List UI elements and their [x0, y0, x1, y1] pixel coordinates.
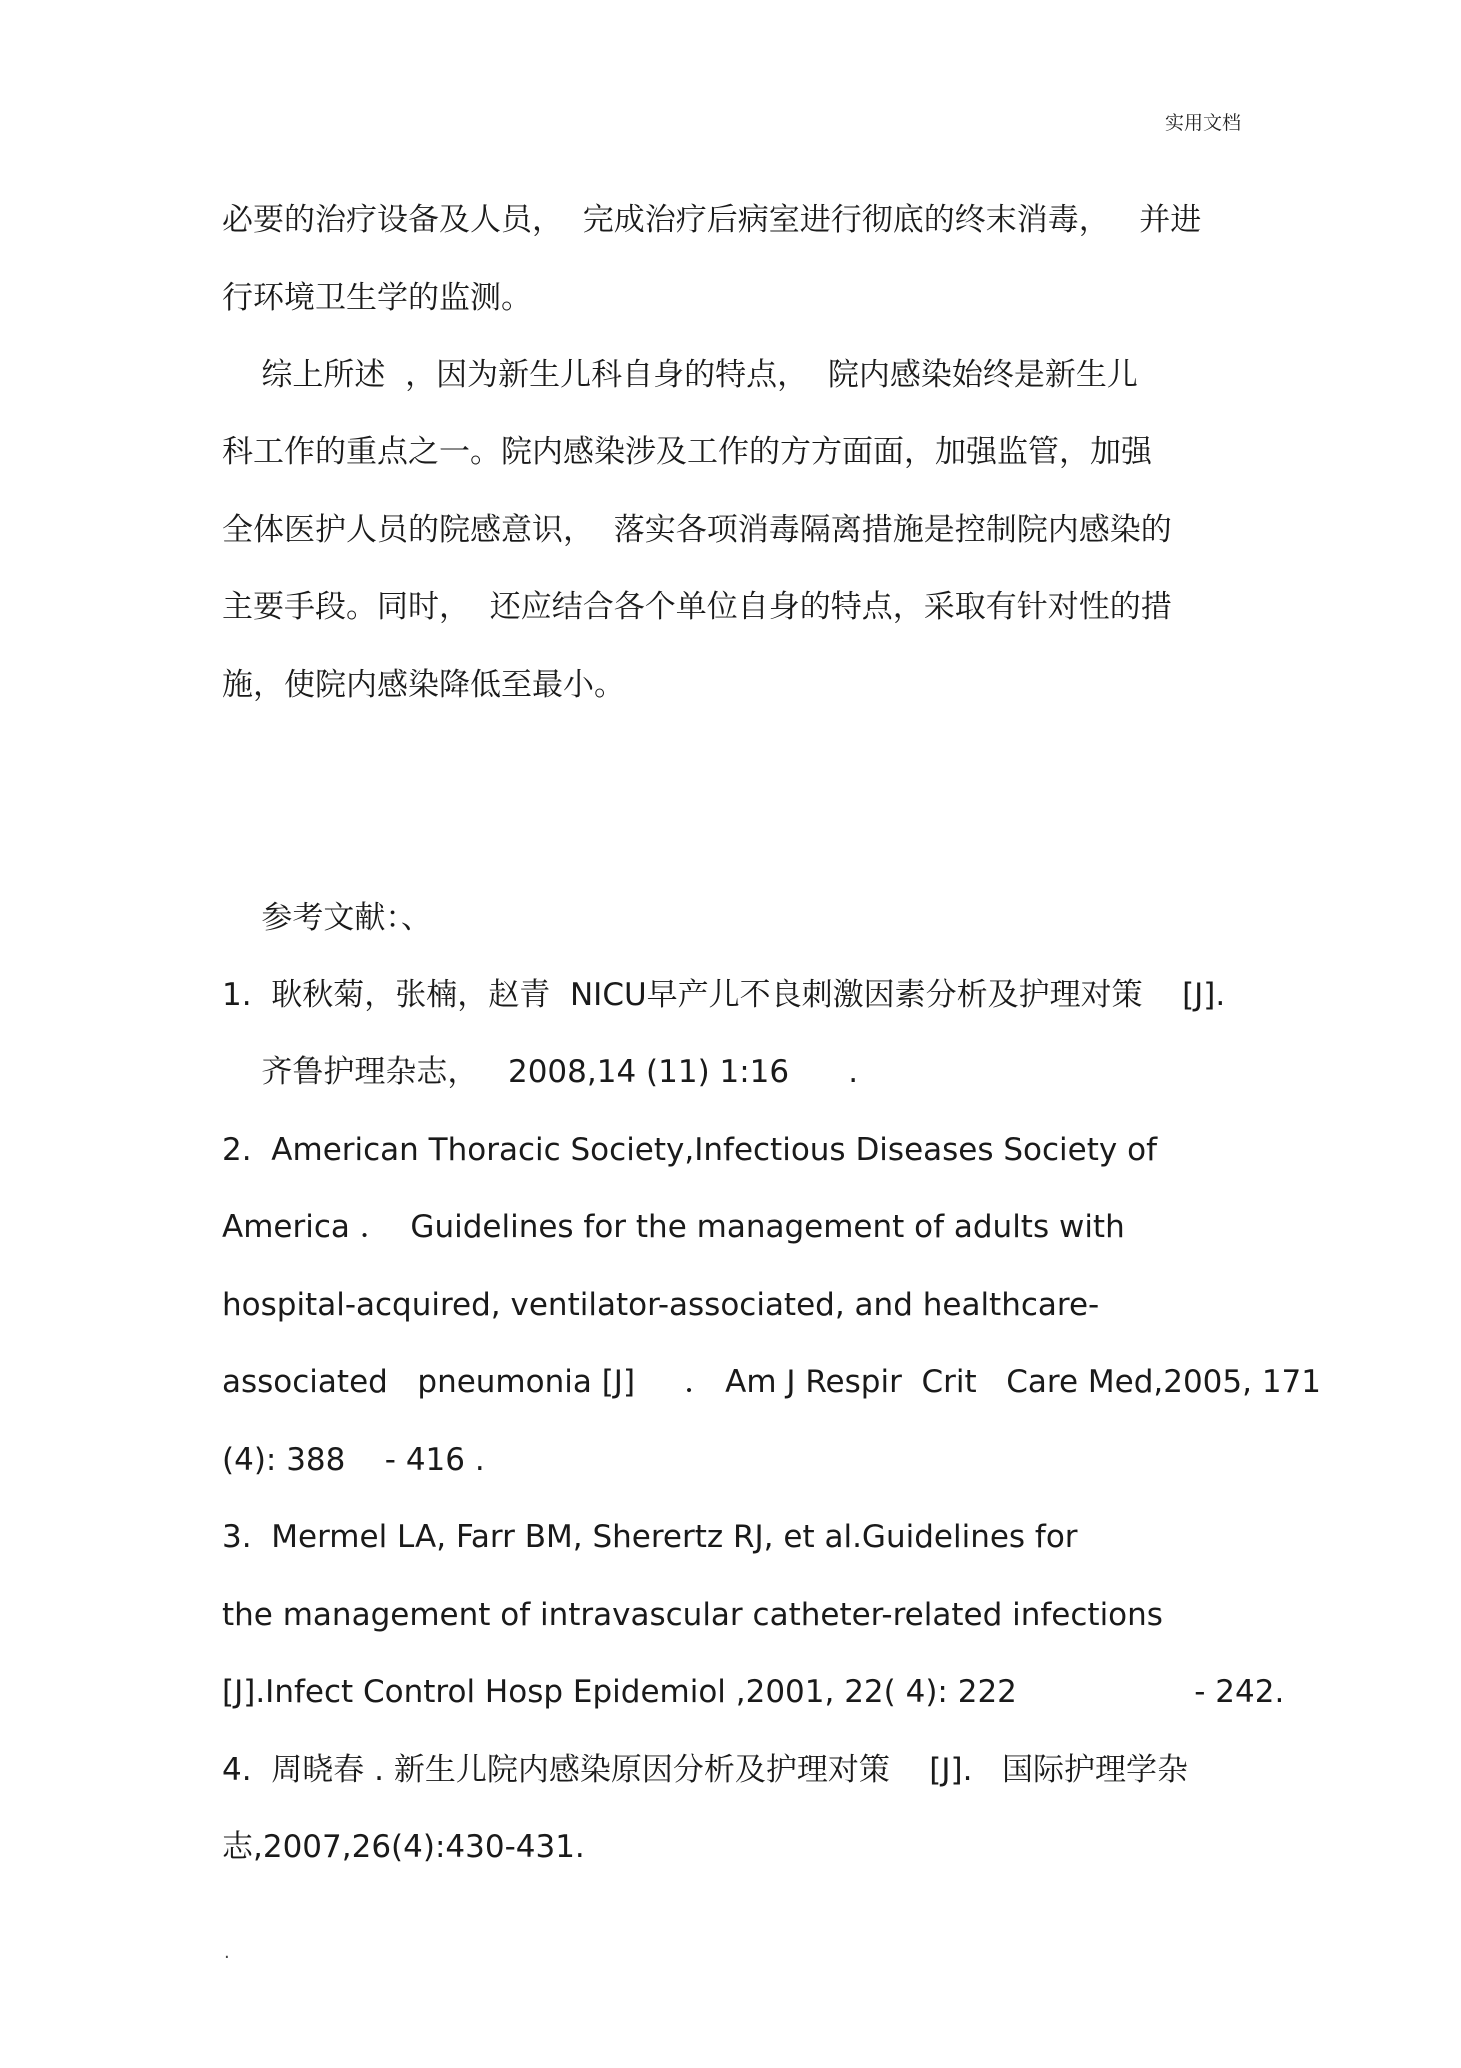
page-header-label: 实用文档: [1164, 112, 1241, 134]
body-line-5: 全体医护人员的院感意识， 落实各项消毒隔离措施是控制院内感染的: [222, 512, 1172, 548]
body-line-4: 科工作的重点之一。院内感染涉及工作的方方面面，加强监管，加强: [222, 434, 1152, 470]
reference-line: (4): 388 - 416 .: [222, 1442, 485, 1478]
reference-line: America ． Guidelines for the management of adults with: [222, 1209, 1125, 1245]
reference-line: 齐鲁护理杂志， 2008,14 (11) 1:16 .: [222, 1054, 859, 1090]
references-heading: 参考文献：、: [222, 900, 432, 936]
body-line-6: 主要手段。同时， 还应结合各个单位自身的特点，采取有针对性的措: [222, 589, 1172, 625]
reference-line: 1. 耿秋菊，张楠，赵青 NICU早产儿不良刺激因素分析及护理对策 [J].: [222, 977, 1226, 1013]
body-line-2: 行环境卫生学的监测。: [222, 280, 532, 316]
reference-line: associated pneumonia [J] ． Am J Respir Crit Care Med,2005, 171: [222, 1364, 1322, 1400]
reference-line: [J].Infect Control Hosp Epidemiol ,2001, 22( 4): 222 - 242.: [222, 1674, 1285, 1710]
footer-mark: .: [224, 1942, 230, 1963]
reference-line: 2. American Thoracic Society,Infectious Diseases Society of: [222, 1132, 1157, 1168]
reference-line: hospital-acquired, ventilator-associated, and healthcare-: [222, 1287, 1100, 1323]
body-line-3: 综上所述 ，因为新生儿科自身的特点， 院内感染始终是新生儿: [222, 357, 1138, 393]
body-line-1: 必要的治疗设备及人员， 完成治疗后病室进行彻底的终末消毒， 并进: [222, 202, 1202, 238]
reference-line: the management of intravascular catheter-related infections: [222, 1597, 1163, 1633]
reference-line: 3. Mermel LA, Farr BM, Sherertz RJ, et al.Guidelines for: [222, 1519, 1078, 1555]
reference-line: 志,2007,26(4):430-431.: [222, 1829, 585, 1865]
body-line-7: 施，使院内感染降低至最小。: [222, 667, 625, 703]
reference-line: 4. 周晓春 . 新生儿院内感染原因分析及护理对策 [J]. 国际护理学杂: [222, 1752, 1189, 1788]
